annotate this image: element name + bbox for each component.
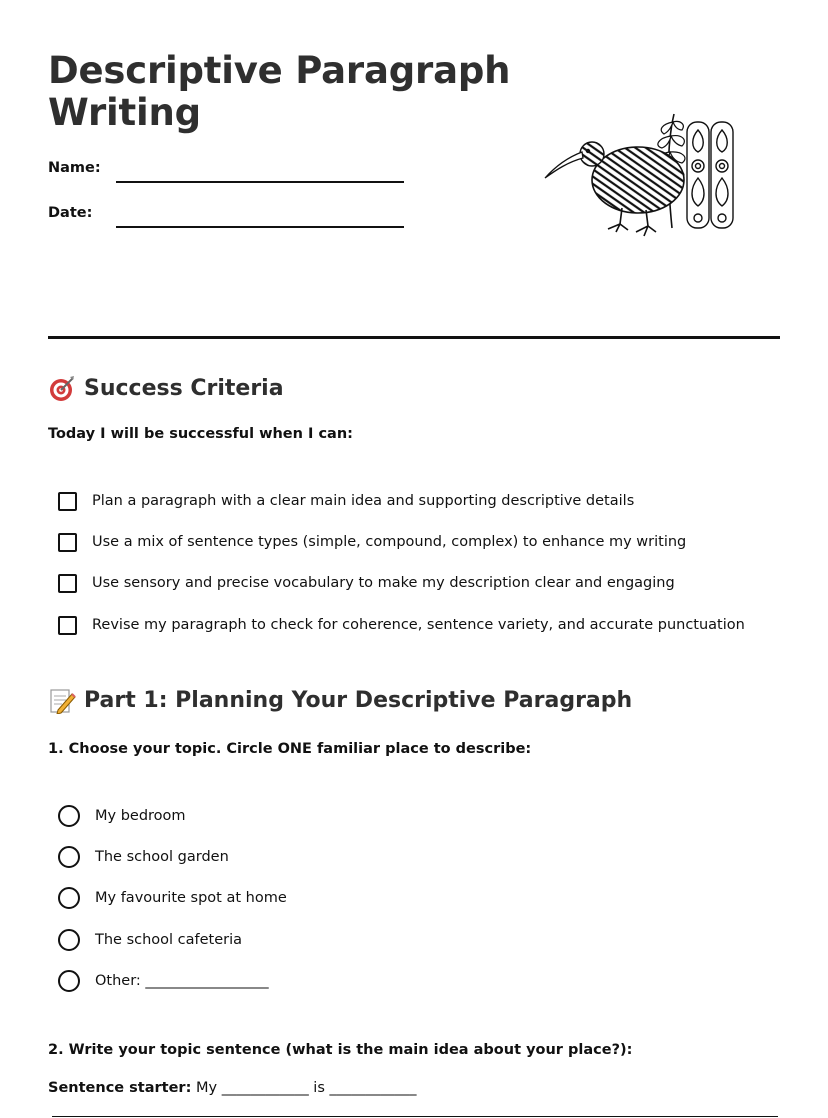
criteria-item[interactable] [58,571,675,595]
option-text: The school cafeteria [95,932,243,948]
criteria-item[interactable] [58,613,745,637]
name-label: Name: [48,160,101,176]
checkbox[interactable] [58,533,77,552]
criteria-text: Use a mix of sentence types (simple, compound, complex) to enhance my writing [92,534,687,550]
topic-option[interactable] [58,886,287,910]
option-text: My bedroom [95,808,186,824]
option-text: Other: _________________ [95,973,269,989]
checkbox[interactable] [58,492,77,511]
part1-title: Part 1: Planning Your Descriptive Paragraph [84,687,633,713]
starter-text: My ____________ is ____________ [191,1080,417,1096]
topic-option[interactable] [58,928,242,952]
sentence-starter [48,1080,417,1096]
name-field[interactable] [116,181,404,183]
part1-heading [48,686,632,714]
topic-option[interactable] [58,845,229,869]
criteria-text: Use sensory and precise vocabulary to make my description clear and engaging [92,575,675,591]
checkbox[interactable] [58,616,77,635]
memo-pencil-icon [48,686,76,714]
criteria-item[interactable] [58,530,686,554]
section-divider [48,336,780,339]
radio-circle[interactable] [58,970,80,992]
page-title: Descriptive Paragraph Writing [48,49,511,134]
criteria-item[interactable] [58,489,634,513]
kiwi-illustration [542,108,738,240]
answer-line[interactable] [52,1116,778,1117]
radio-circle[interactable] [58,887,80,909]
starter-label: Sentence starter: [48,1080,192,1096]
question-1: 1. Choose your topic. Circle ONE familiar place to describe: [48,741,532,757]
criteria-text: Revise my paragraph to check for coherence, sentence variety, and accurate punctuation [92,617,745,633]
radio-circle[interactable] [58,846,80,868]
option-text: The school garden [95,849,229,865]
topic-option[interactable] [58,804,186,828]
topic-option[interactable] [58,969,269,993]
date-label: Date: [48,205,93,221]
criteria-text: Plan a paragraph with a clear main idea and supporting descriptive details [92,493,635,509]
question-2: 2. Write your topic sentence (what is the main idea about your place?): [48,1042,633,1058]
success-lead: Today I will be successful when I can: [48,426,353,442]
option-text: My favourite spot at home [95,890,287,906]
date-field[interactable] [116,226,404,228]
radio-circle[interactable] [58,929,80,951]
success-criteria-title: Success Criteria [84,375,284,401]
radio-circle[interactable] [58,805,80,827]
success-criteria-heading [48,374,284,402]
checkbox[interactable] [58,574,77,593]
target-icon [48,374,76,402]
